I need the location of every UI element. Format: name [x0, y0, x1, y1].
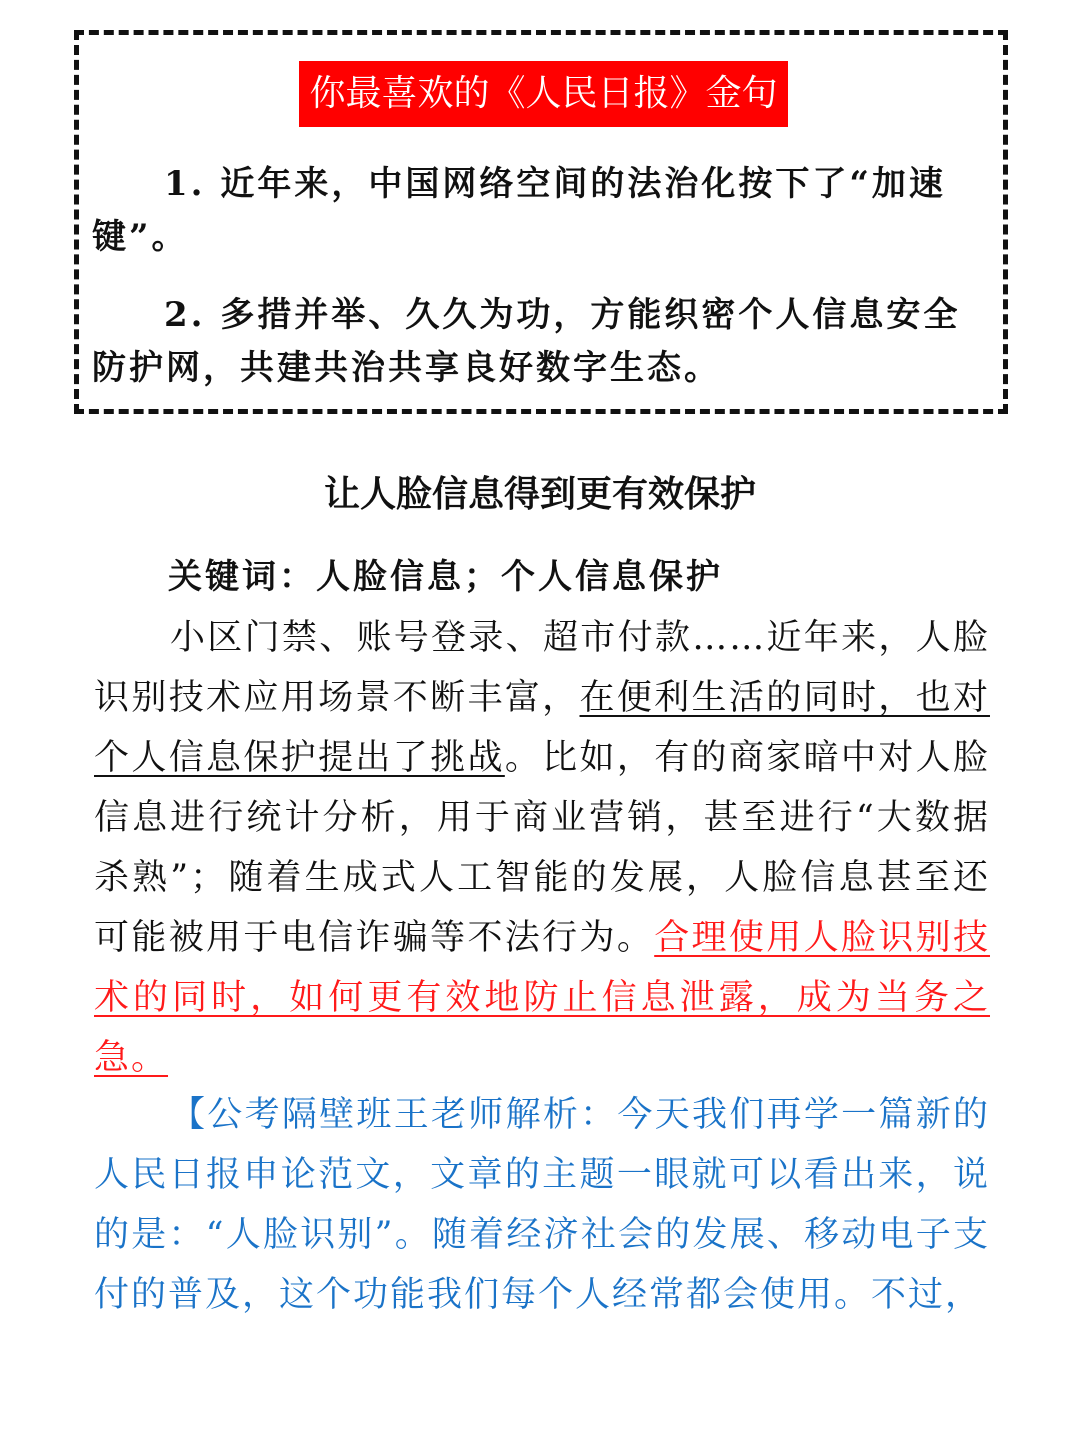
paragraph-1-underlined-text: 在便利生活的同时，也对个人信息保护提出了挑战	[94, 678, 990, 778]
article-keywords: 关键词：人脸信息；个人信息保护	[168, 557, 723, 597]
paragraph-1-red-highlight: 合理使用人脸识别技术的同时，如何更有效地防止信息泄露，成为当务之急。	[94, 918, 990, 1078]
teacher-analysis-paragraph: 【公考隔壁班王老师解析：今天我们再学一篇新的人民日报申论范文，文章的主题一眼就可以看出来，说的是：“人脸识别”。随着经济社会的发展、移动电子支付的普及，这个功能我们每个人经常都会使用。不过，	[94, 1095, 990, 1315]
quote-item-2: 2. 多措并举、久久为功，方能织密个人信息安全防护网，共建共治共享良好数字生态。	[92, 295, 961, 388]
article-paragraph-1	[94, 608, 990, 1088]
article-title: 让人脸信息得到更有效保护	[323, 473, 756, 515]
quote-item-1: 1. 近年来，中国网络空间的法治化按下了“加速键”。	[92, 164, 946, 257]
paragraph-1-text-a: 小区门禁、账号登录、超市付款……近年来，人脸识别技术应用场景不断丰富，	[94, 618, 990, 718]
golden-quotes-banner: 你最喜欢的《人民日报》金句	[299, 61, 788, 127]
paragraph-1-text-b: 。比如，有的商家暗中对人脸信息进行统计分析，用于商业营销，甚至进行“大数据杀熟”；随着生成式人工智能的发展，人脸信息甚至还可能被用于电信诈骗等不法行为。	[94, 738, 990, 958]
